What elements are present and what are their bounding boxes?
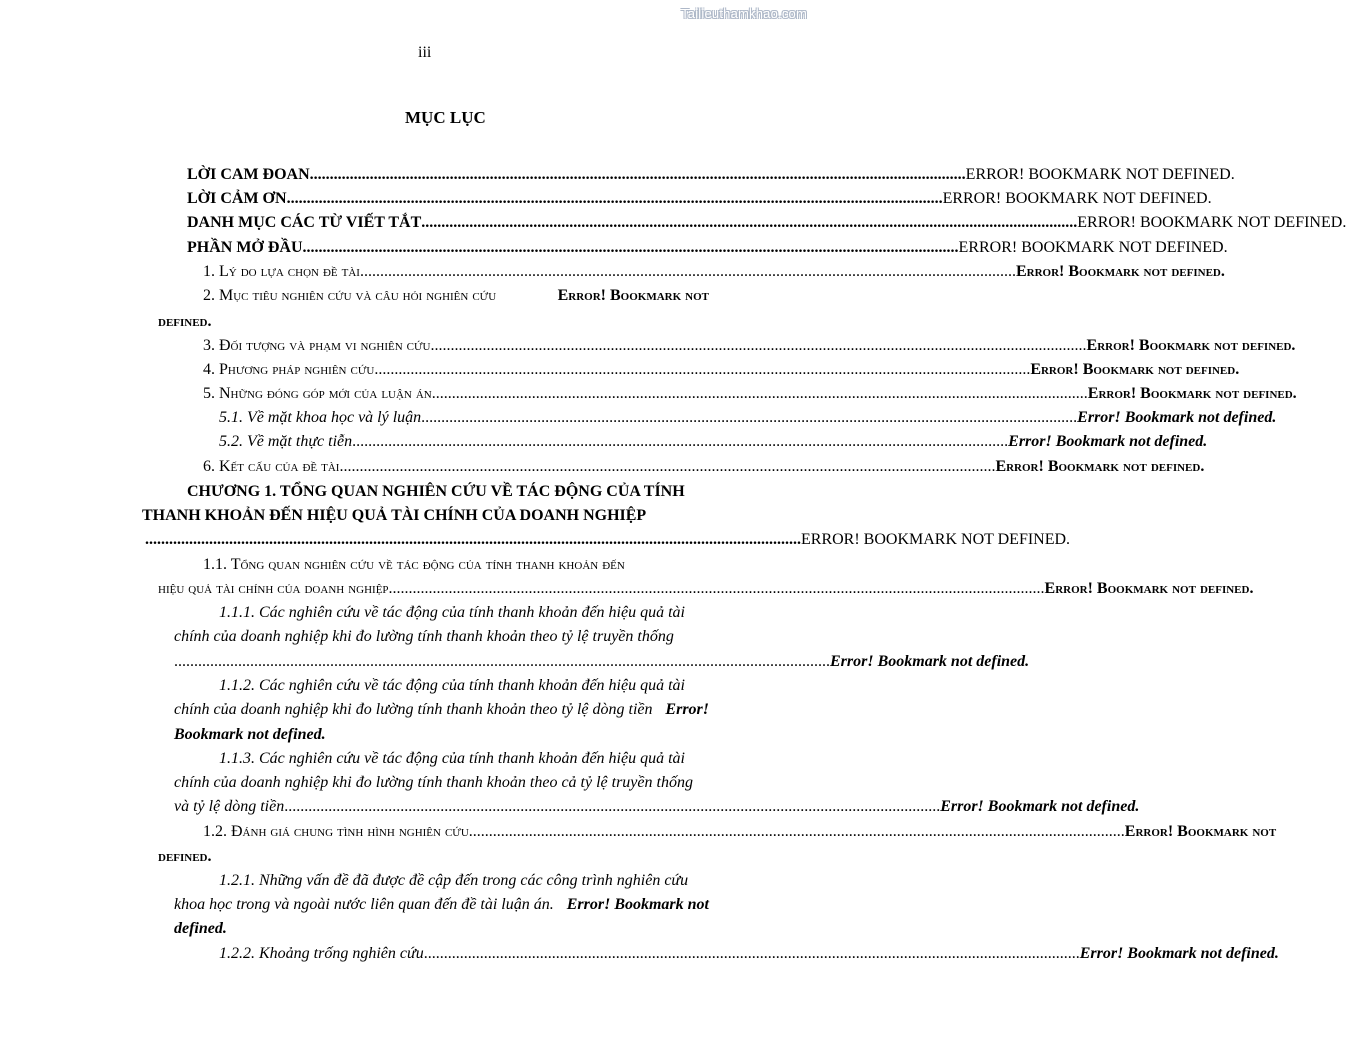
toc-entry-s113-line2: chính của doanh nghiệp khi đo lường tính thanh khoản theo cả tỷ lệ truyền thống bbox=[174, 774, 693, 791]
toc-entry-phan-mo-dau[interactable]: PHẦN MỞ ĐẦU .................................................................................................................................................................... ERROR! BOOKMARK NOT DEFINED. bbox=[187, 239, 1228, 256]
toc-entry-s11-line2: hiệu quả tài chính của doanh nghiệp .................................................................................................................................................................... Error! Bookmark not defined. bbox=[158, 580, 1254, 597]
toc-entry-s6[interactable]: 6. Kết cấu của đề tài .................................................................................................................................................................... Error! Bookmark not defined. bbox=[203, 458, 1205, 475]
toc-entry-s111-line2: chính của doanh nghiệp khi đo lường tính thanh khoản theo tỷ lệ truyền thống bbox=[174, 628, 674, 645]
toc-entry-s3[interactable]: 3. Đối tượng và phạm vi nghiên cứu .................................................................................................................................................................... Error! Bookmark not defined. bbox=[203, 337, 1296, 354]
toc-entry-s11[interactable]: 1.1. Tổng quan nghiên cứu về tác động của tính thanh khoản đến bbox=[203, 556, 625, 573]
toc-entry-s121-line2: khoa học trong và ngoài nước liên quan đến đề tài luận án. Error! Bookmark not bbox=[174, 896, 709, 913]
toc-entry-s1[interactable]: 1. Lý do lựa chọn đề tài .................................................................................................................................................................... Error! Bookmark not defined. bbox=[203, 263, 1225, 280]
toc-entry-chapter-1[interactable]: CHƯƠNG 1. TỔNG QUAN NGHIÊN CỨU VỀ TÁC ĐỘNG CỦA TÍNH bbox=[187, 483, 685, 500]
toc-entry-s112[interactable]: 1.1.2. Các nghiên cứu về tác động của tính thanh khoản đến hiệu quả tài bbox=[219, 677, 685, 694]
toc-entry-s113[interactable]: 1.1.3. Các nghiên cứu về tác động của tính thanh khoản đến hiệu quả tài bbox=[219, 750, 685, 767]
toc-entry-s12-cont: defined. bbox=[158, 848, 212, 865]
toc-entry-s121-page: defined. bbox=[174, 920, 227, 937]
toc-entry-s122[interactable]: 1.2.2. Khoảng trống nghiên cứu .................................................................................................................................................................... Error! Bookmark not defined. bbox=[219, 945, 1279, 962]
toc-entry-s51[interactable]: 5.1. Về mặt khoa học và lý luận .................................................................................................................................................................... Error! Bookmark not defined. bbox=[219, 409, 1277, 426]
watermark: Tailieuthamkhao.com bbox=[681, 6, 807, 21]
toc-entry-s113-line3: và tỷ lệ dòng tiền .................................................................................................................................................................... Error! Bookmark not defined. bbox=[174, 798, 1140, 815]
toc-title: MỤC LỤC bbox=[405, 108, 486, 127]
toc-entry-s52[interactable]: 5.2. Về mặt thực tiễn .................................................................................................................................................................... Error! Bookmark not defined. bbox=[219, 433, 1208, 450]
toc-entry-s4[interactable]: 4. Phương pháp nghiên cứu .................................................................................................................................................................... Error! Bookmark not defined. bbox=[203, 361, 1240, 378]
toc-entry-s111-page: .................................................................................................................................................................... Error! Bookmark not defined. bbox=[174, 653, 1030, 670]
toc-entry-chapter-1-line2: THANH KHOẢN ĐẾN HIỆU QUẢ TÀI CHÍNH CỦA DOANH NGHIỆP bbox=[142, 507, 647, 524]
toc-entry-loi-cam-doan[interactable]: LỜI CAM ĐOAN .................................................................................................................................................................... ERROR! BOOKMARK NOT DEFINED. bbox=[187, 166, 1235, 183]
toc-entry-s121[interactable]: 1.2.1. Những vấn đề đã được đề cập đến trong các công trình nghiên cứu bbox=[219, 872, 689, 889]
toc-entry-chapter-1-page: .................................................................................................................................................................... ERROR! BOOKMARK NOT DEFINED. bbox=[145, 531, 1071, 548]
toc-entry-danh-muc[interactable]: DANH MỤC CÁC TỪ VIẾT TẮT .................................................................................................................................................................... ERROR! BOOKMARK NOT DEFINED. bbox=[187, 214, 1346, 231]
toc-entry-s12[interactable]: 1.2. Đánh giá chung tình hình nghiên cứu .................................................................................................................................................................... Error! Bookmark not bbox=[203, 823, 1277, 840]
toc-entry-s2-cont: defined. bbox=[158, 313, 212, 330]
toc-entry-loi-cam-on[interactable]: LỜI CẢM ƠN .................................................................................................................................................................... ERROR! BOOKMARK NOT DEFINED. bbox=[187, 190, 1212, 207]
toc-entry-s112-line2: chính của doanh nghiệp khi đo lường tính thanh khoản theo tỷ lệ dòng tiền Error! bbox=[174, 701, 709, 718]
toc-entry-s5[interactable]: 5. Những đóng góp mới của luận án .................................................................................................................................................................... Error! Bookmark not defined. bbox=[203, 385, 1297, 402]
toc-entry-s2[interactable]: 2. Mục tiêu nghiên cứu và câu hỏi nghiên cứu Error! Bookmark not bbox=[203, 287, 709, 304]
toc-entry-s112-page: Bookmark not defined. bbox=[174, 726, 326, 743]
toc-entry-s111[interactable]: 1.1.1. Các nghiên cứu về tác động của tính thanh khoản đến hiệu quả tài bbox=[219, 604, 685, 621]
